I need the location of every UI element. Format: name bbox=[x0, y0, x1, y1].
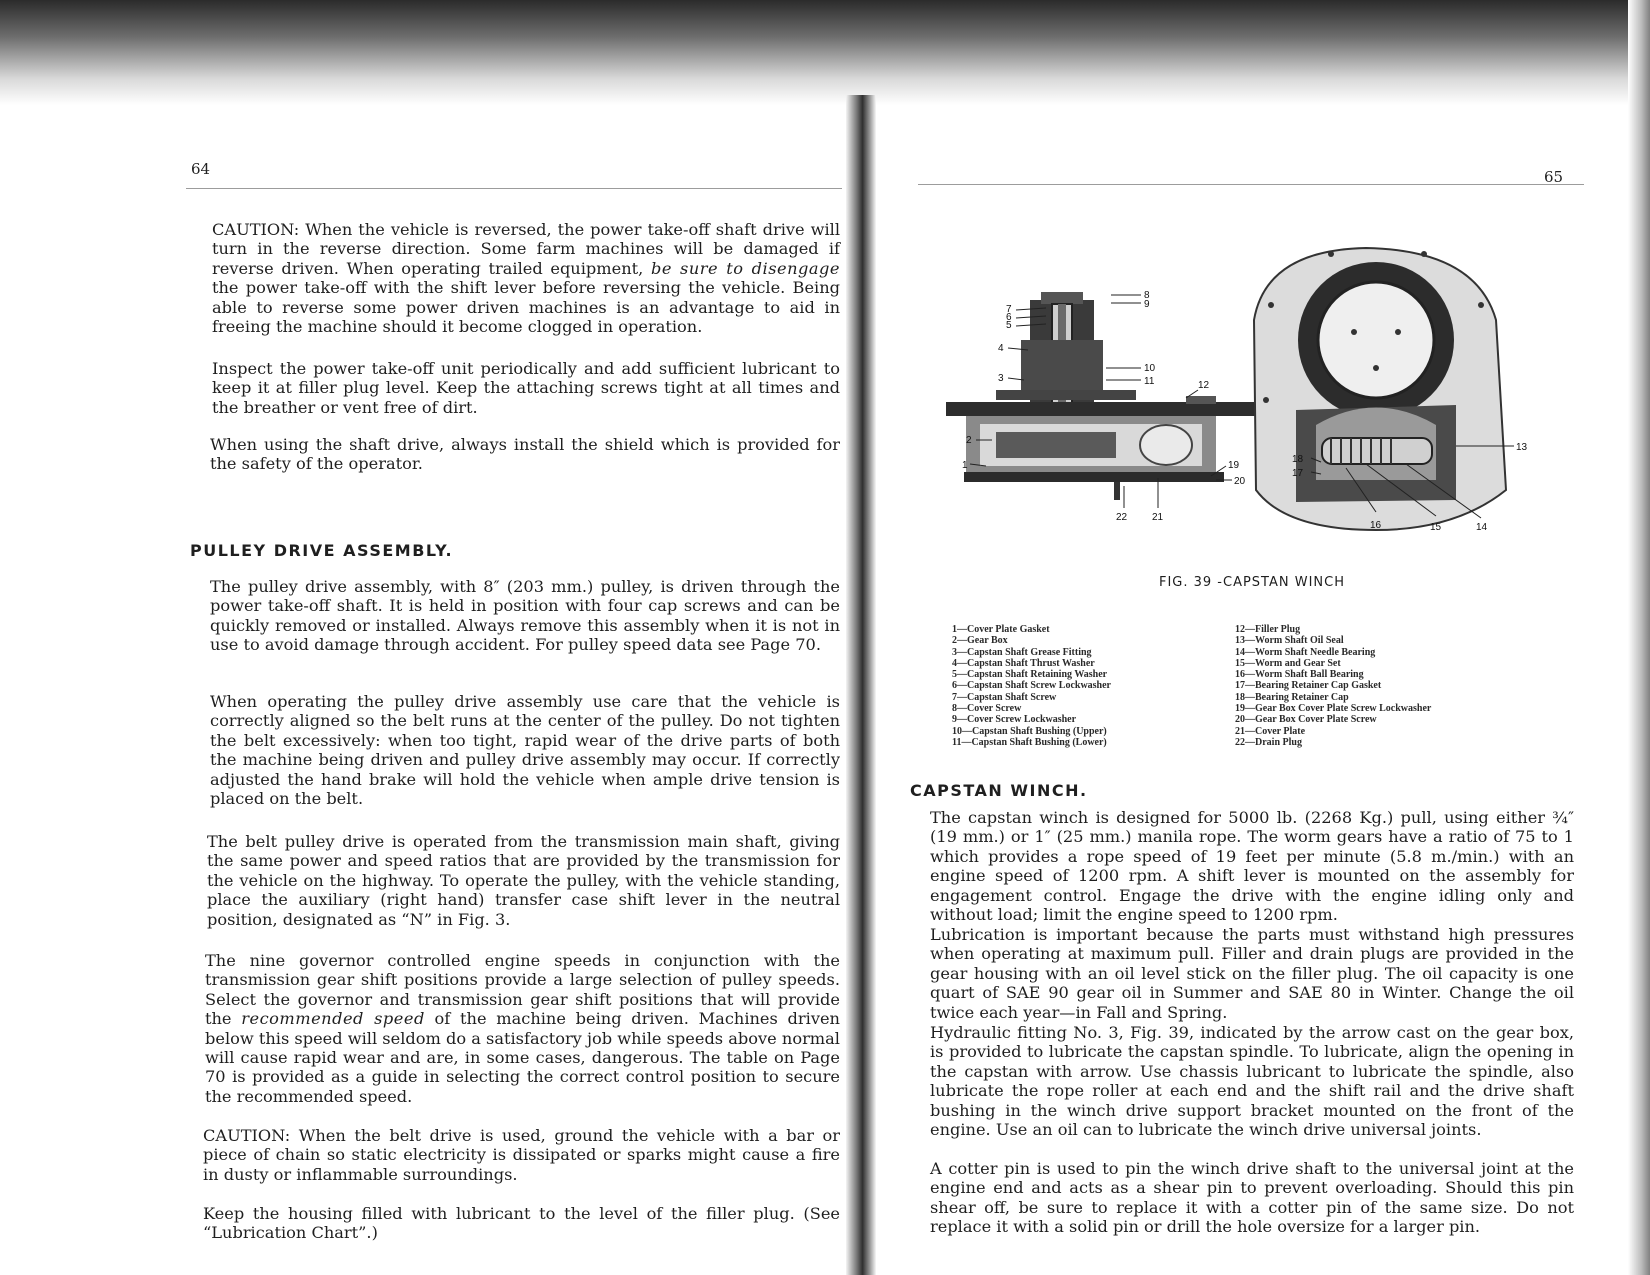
callout-11: 11 bbox=[1144, 376, 1155, 387]
capstan-cutaway-drawing bbox=[946, 292, 1256, 500]
legend-item: 4—Capstan Shaft Thrust Washer bbox=[952, 657, 1095, 669]
legend-item: 12—Filler Plug bbox=[1235, 624, 1301, 635]
callout-16: 16 bbox=[1370, 520, 1382, 531]
winch-heading: CAPSTAN WINCH. bbox=[910, 781, 1088, 800]
legend-item: 17—Bearing Retainer Cap Gasket bbox=[1235, 680, 1382, 692]
legend-item: 16—Worm Shaft Ball Bearing bbox=[1235, 669, 1364, 681]
callout-20: 20 bbox=[1234, 476, 1246, 487]
callout-9: 9 bbox=[1144, 299, 1150, 310]
callout-18: 18 bbox=[1292, 454, 1304, 465]
callout-7: 7 bbox=[1006, 304, 1012, 315]
pulley-paragraph-4: The nine governor controlled engine speeds in conjunction with the transmission gear shift positions provide a large selection of pulley speeds. Select the governor and transmission gear shift positions that will provide the recommended speed of the machine being driven. Machines driven below this speed will seldom do a satisfactory job while speeds above normal will cause rapid wear and are, in some cases, dangerous. The table on Page 70 is provided as a guide in selecting the correct control position to secure the recommended speed. bbox=[205, 951, 840, 1106]
winch-paragraph-3: Hydraulic fitting No. 3, Fig. 39, indicated by the arrow cast on the gear box, is provided to lubricate the capstan spindle. To lubricate, align the opening in the capstan with arrow. Use chassis lubricant to lubricate the spindle, also lubricate the rope roller at each end and the shift rail and the drive shaft bushing in the winch drive support bracket mounted on the front of the engine. Use an oil can to lubricate the winch drive universal joints. bbox=[930, 1023, 1574, 1140]
figure-caption: FIG. 39 -CAPSTAN WINCH bbox=[1158, 575, 1346, 590]
pulley-paragraph-1: The pulley drive assembly, with 8″ (203 mm.) pulley, is driven through the power take-off shaft. It is held in position with four cap screws and can be quickly removed or installed. Always remove this assembly when it is not in use to avoid damage through accident. For pulley speed data see Page 70. bbox=[210, 577, 840, 655]
callout-8: 8 bbox=[1144, 290, 1150, 301]
callout-4: 4 bbox=[998, 343, 1004, 354]
legend-item: 19—Gear Box Cover Plate Screw Lockwasher bbox=[1235, 703, 1432, 715]
legend-item: 11—Capstan Shaft Bushing (Lower) bbox=[952, 736, 1107, 748]
callout-22: 22 bbox=[1116, 512, 1128, 523]
callout-21: 21 bbox=[1152, 512, 1164, 523]
legend-item: 14—Worm Shaft Needle Bearing bbox=[1235, 646, 1376, 658]
callout-2: 2 bbox=[966, 435, 972, 446]
winch-paragraph-2: Lubrication is important because the parts must withstand high pressures when operating at maximum pull. Filler and drain plugs are provided in the gear housing with an oil level stick on the filler plug. The oil capacity is one quart of SAE 90 gear oil in Summer and SAE 80 in Winter. Change the oil twice each year—in Fall and Spring. bbox=[930, 925, 1574, 1022]
callout-19: 19 bbox=[1228, 460, 1240, 471]
pulley-paragraph-2: When operating the pulley drive assembly use care that the vehicle is correctly aligned so the belt runs at the center of the pulley. Do not tighten the belt excessively: when too tight, rapid wear of the drive parts of both the machine being driven and pulley drive assembly may occur. If correctly adjusted the hand brake will hold the vehicle when ample drive tension is placed on the belt. bbox=[210, 692, 840, 809]
shield-paragraph: When using the shaft drive, always install the shield which is provided for the safety of the operator. bbox=[210, 435, 840, 474]
callout-10: 10 bbox=[1144, 363, 1156, 374]
right-page bbox=[876, 0, 1628, 1275]
winch-paragraph-4: A cotter pin is used to pin the winch drive shaft to the universal joint at the engine end and acts as a shear pin to prevent overloading. Should this pin shear off, be sure to replace it with a cotter pin of the same size. Do not replace it with a solid pin or drill the hole oversize for a larger pin. bbox=[930, 1159, 1574, 1237]
legend-right bbox=[1235, 624, 1431, 748]
page-number: 64 bbox=[191, 160, 211, 178]
header-rule bbox=[918, 184, 1584, 185]
callout-13: 13 bbox=[1516, 442, 1528, 453]
legend-left bbox=[952, 624, 1111, 748]
capstan-winch-figure bbox=[936, 240, 1536, 550]
callout-5: 5 bbox=[1006, 320, 1012, 331]
legend-item: 1—Cover Plate Gasket bbox=[952, 624, 1050, 635]
caution-paragraph-2: CAUTION: When the belt drive is used, ground the vehicle with a bar or piece of chain so static electricity is dissipated or sparks might cause a fire in dusty or inflammable surroundings. bbox=[203, 1126, 840, 1184]
legend-item: 6—Capstan Shaft Screw Lockwasher bbox=[952, 680, 1111, 692]
winch-paragraph-1: The capstan winch is designed for 5000 lb. (2268 Kg.) pull, using either ¾″ (19 mm.) or 1″ (25 mm.) manila rope. The worm gears have a ratio of 75 to 1 which provides a rope speed of 19 feet per minute (5.8 m./min.) with an engine speed of 1200 rpm. A shift lever is mounted on the assembly for engagement control. Engage the drive with the engine idling only and without load; limit the engine speed to 1200 rpm. bbox=[930, 808, 1574, 925]
gearbox-end-view bbox=[1254, 248, 1506, 530]
callout-6: 6 bbox=[1006, 312, 1012, 323]
legend-item: 10—Capstan Shaft Bushing (Upper) bbox=[952, 725, 1107, 737]
legend-item: 3—Capstan Shaft Grease Fitting bbox=[952, 646, 1092, 658]
page-edge-shadow bbox=[1628, 0, 1650, 1275]
callout-17: 17 bbox=[1292, 468, 1304, 479]
legend-item: 8—Cover Screw bbox=[952, 703, 1022, 715]
pulley-heading: PULLEY DRIVE ASSEMBLY. bbox=[190, 541, 454, 560]
legend-item: 2—Gear Box bbox=[952, 635, 1008, 647]
pulley-paragraph-3: The belt pulley drive is operated from the transmission main shaft, giving the same power and speed ratios that are provided by the transmission for the vehicle on the highway. To operate the pulley, with the vehicle standing, place the auxiliary (right hand) transfer case shift lever in the neutral position, designated as “N” in Fig. 3. bbox=[207, 832, 840, 929]
legend-item: 9—Cover Screw Lockwasher bbox=[952, 714, 1077, 726]
legend-item: 18—Bearing Retainer Cap bbox=[1235, 691, 1349, 703]
legend-item: 21—Cover Plate bbox=[1235, 725, 1306, 737]
legend-item: 15—Worm and Gear Set bbox=[1235, 657, 1341, 669]
legend-item: 20—Gear Box Cover Plate Screw bbox=[1235, 714, 1377, 726]
callout-3: 3 bbox=[998, 373, 1004, 384]
caution-paragraph-1: CAUTION: When the vehicle is reversed, the power take-off shaft drive will turn in the reverse direction. Some farm machines will be damaged if reverse driven. When operating trailed equipment, be sure to disengage the power take-off with the shift lever before reversing the vehicle. Being able to reverse some power driven machines is an advantage to aid in freeing the machine should it become clogged in operation. bbox=[212, 220, 840, 337]
legend-item: 22—Drain Plug bbox=[1235, 736, 1302, 748]
inspect-paragraph: Inspect the power take-off unit periodically and add sufficient lubricant to keep it at filler plug level. Keep the attaching screws tight at all times and the breather or vent free of dirt. bbox=[212, 359, 840, 417]
legend-item: 7—Capstan Shaft Screw bbox=[952, 691, 1057, 703]
header-rule bbox=[186, 188, 842, 189]
callout-15: 15 bbox=[1430, 522, 1442, 533]
legend-item: 5—Capstan Shaft Retaining Washer bbox=[952, 669, 1108, 681]
housing-paragraph: Keep the housing filled with lubricant to the level of the filler plug. (See “Lubrication Chart”.) bbox=[203, 1204, 840, 1243]
legend-item: 13—Worm Shaft Oil Seal bbox=[1235, 635, 1344, 647]
page-number: 65 bbox=[1544, 168, 1564, 186]
callout-1: 1 bbox=[962, 460, 968, 471]
callout-14: 14 bbox=[1476, 522, 1488, 533]
callout-12: 12 bbox=[1198, 380, 1210, 391]
book-spine bbox=[846, 95, 876, 1275]
